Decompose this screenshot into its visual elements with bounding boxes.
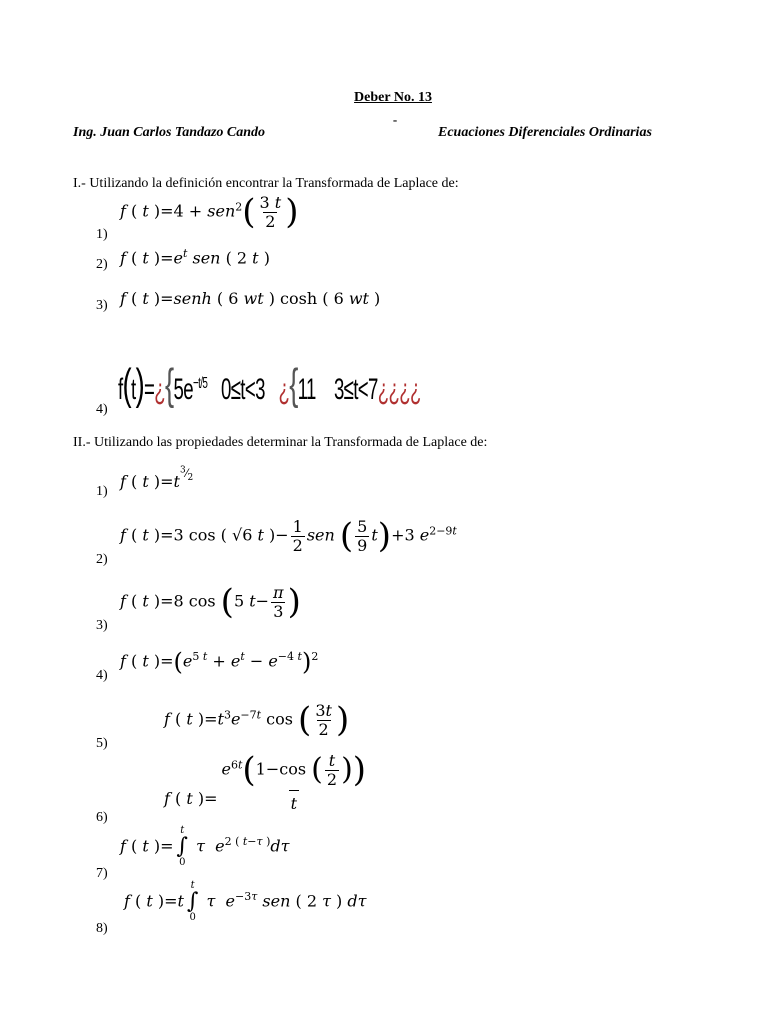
- formula-ii-3: f ( t )=8 cos (5 t− $\frac{\pi}{3}$ ): [120, 582, 301, 623]
- author-name: Ing. Juan Carlos Tandazo Cando: [73, 125, 266, 140]
- item-number: 6): [96, 810, 108, 825]
- item-number: 5): [96, 736, 108, 751]
- formula-i-4: $f(t)=¿\{5e^{-t/5}$ 0≤t<3 ¿{11 3≤t<7¿¿¿¿: [118, 360, 421, 409]
- formula-ii-8: f ( t )=t t ∫ 0 τ $e^{-3\tau}$ sen ( 2 τ ) dτ: [124, 880, 367, 923]
- formula-ii-4: f ( t )$=(e^{5 t} + e^t - e^{-4 t})^2$: [120, 648, 319, 676]
- item-number: 8): [96, 921, 108, 936]
- title-dash: -: [392, 112, 398, 127]
- formula-ii-6: f ( t )= $e^{6t}(1-\cos$ ( $\frac{t}{2}$ )) t: [164, 750, 367, 814]
- item-number: 2): [96, 257, 108, 272]
- formula-ii-7: f ( t )= t ∫ 0 τ $e^{2 ( t-\tau )}d\tau$: [120, 825, 290, 868]
- formula-i-1: f ( t )=4 + sen$^2$( $\frac{3 t}{2}$ ): [120, 192, 299, 233]
- formula-ii-1: f ( t )$=t^{^3⁄_2}$: [120, 465, 194, 491]
- item-number: 4): [96, 402, 108, 417]
- formula-ii-5: f ( t )$=t^3e^{-7t}$ cos ( $\frac{3t}{2}$ ): [164, 700, 350, 741]
- course-name: Ecuaciones Diferenciales Ordinarias: [438, 125, 652, 140]
- item-number: 3): [96, 298, 108, 313]
- section-1-heading: I.- Utilizando la definición encontrar la Transformada de Laplace de:: [73, 176, 459, 191]
- formula-i-2: f ( t )$=e^t$ sen ( 2 t ): [120, 247, 270, 268]
- item-number: 3): [96, 618, 108, 633]
- item-number: 1): [96, 484, 108, 499]
- item-number: 1): [96, 227, 108, 242]
- section-2-heading: II.- Utilizando las propiedades determinar la Transformada de Laplace de:: [73, 435, 488, 450]
- item-number: 2): [96, 552, 108, 567]
- formula-ii-2: f ( t )=3 cos ( √6 t )− $\frac{1}{2}$ sen ( $\frac{5}{9}$ t)+3 $e^{2-9t}$: [120, 516, 457, 557]
- document-title: Deber No. 13: [354, 90, 432, 105]
- item-number: 7): [96, 866, 108, 881]
- formula-i-3: f ( t )=senh ( 6 wt ) cosh ( 6 wt ): [120, 289, 381, 308]
- item-number: 4): [96, 668, 108, 683]
